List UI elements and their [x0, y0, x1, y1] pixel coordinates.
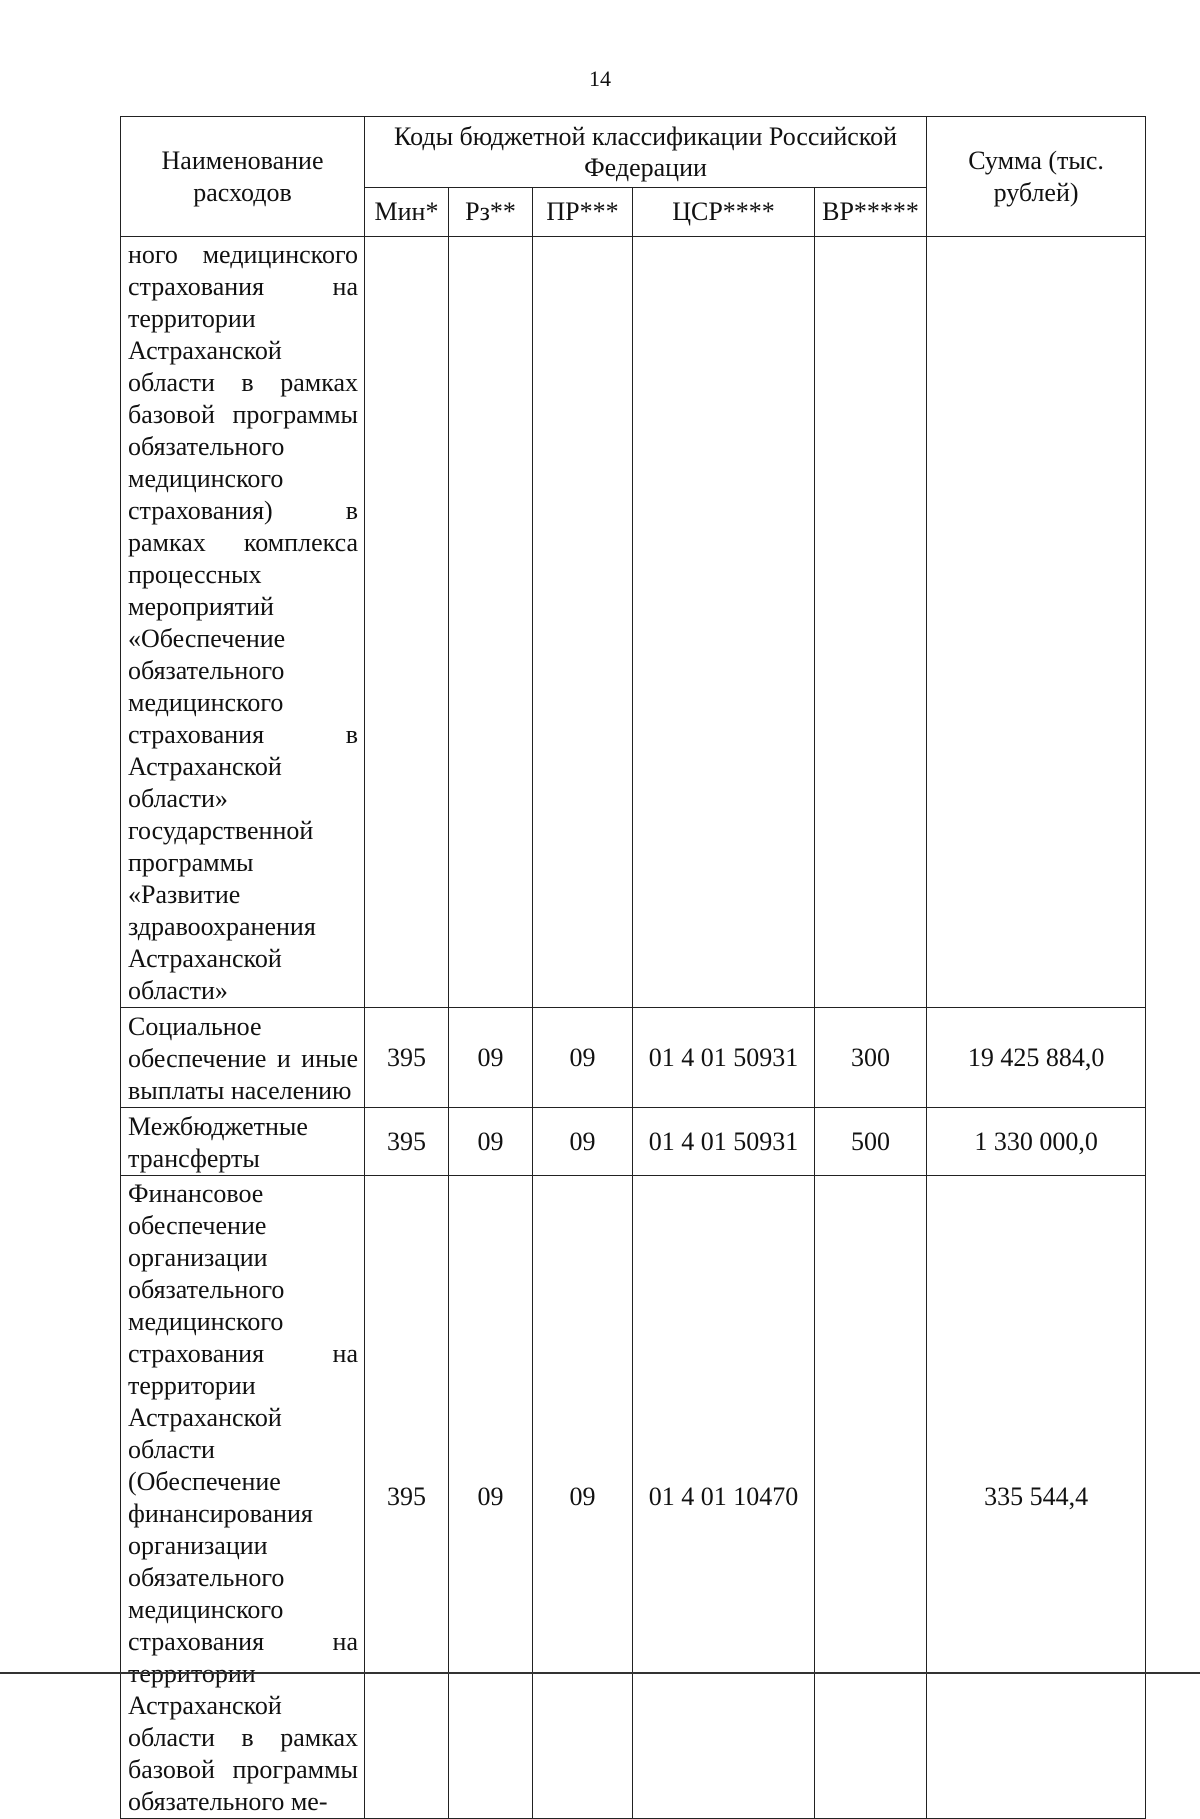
table-row [121, 1108, 1146, 1176]
header-code-rz: Рз** [449, 188, 533, 237]
header-code-vr: ВР***** [815, 188, 927, 237]
row-pr: 09 [533, 1108, 633, 1176]
row-min: 395 [365, 1176, 449, 1819]
row-vr [815, 1176, 927, 1819]
row-pr: 09 [533, 1176, 633, 1819]
page-number: 14 [589, 66, 611, 91]
row-vr: 300 [815, 1008, 927, 1108]
row-min: 395 [365, 1108, 449, 1176]
row-sum: 1 330 000,0 [927, 1108, 1146, 1176]
header-codes-group-cell [365, 117, 927, 188]
header-sum-cell [927, 117, 1146, 237]
row-vr [815, 237, 927, 1008]
row-rz: 09 [449, 1008, 533, 1108]
row-name: Социальное обеспечение и иные выплаты населению [121, 1008, 365, 1108]
header-code-pr: ПР*** [533, 188, 633, 237]
row-csr: 01 4 01 10470 [633, 1176, 815, 1819]
row-name: Финансовое обеспечение организации обязательного медицинского страхования на территории Астраханской области (Обеспечение финансирования организации обязательного медицинского страхования на территории Астраханской области в рамках базовой программы обязательного ме- [121, 1176, 365, 1819]
header-sum: Сумма (тыс. рублей) [968, 145, 1104, 207]
row-min [365, 237, 449, 1008]
row-sum: 19 425 884,0 [927, 1008, 1146, 1108]
row-csr [633, 237, 815, 1008]
budget-table [120, 116, 1146, 1819]
row-csr: 01 4 01 50931 [633, 1008, 815, 1108]
row-pr: 09 [533, 1008, 633, 1108]
table-row [121, 237, 1146, 1008]
row-rz: 09 [449, 1108, 533, 1176]
table-row [121, 1008, 1146, 1108]
header-name: Наименование расходов [161, 145, 324, 207]
row-sum [927, 237, 1146, 1008]
row-csr: 01 4 01 50931 [633, 1108, 815, 1176]
header-row-top [121, 117, 1146, 188]
row-name: ного медицинского страхования на территории Астраханской области в рамках базовой программы обязательного медицинского страхования) в рамках комплекса процессных мероприятий «Обеспечение обязательного медицинского страхования в Астраханской области» государственной программы «Развитие здравоохранения Астраханской области» [121, 237, 365, 1008]
row-name: Межбюджетные трансферты [121, 1108, 365, 1176]
row-sum: 335 544,4 [927, 1176, 1146, 1819]
row-rz [449, 237, 533, 1008]
page-bottom-divider [0, 1672, 1200, 1674]
header-code-min: Мин* [365, 188, 449, 237]
row-rz: 09 [449, 1176, 533, 1819]
header-code-csr: ЦСР**** [633, 188, 815, 237]
header-name-cell [121, 117, 365, 237]
table-row [121, 1176, 1146, 1819]
header-codes-group: Коды бюджетной классификации Российской Федерации [394, 122, 898, 182]
row-min: 395 [365, 1008, 449, 1108]
row-vr: 500 [815, 1108, 927, 1176]
row-pr [533, 237, 633, 1008]
